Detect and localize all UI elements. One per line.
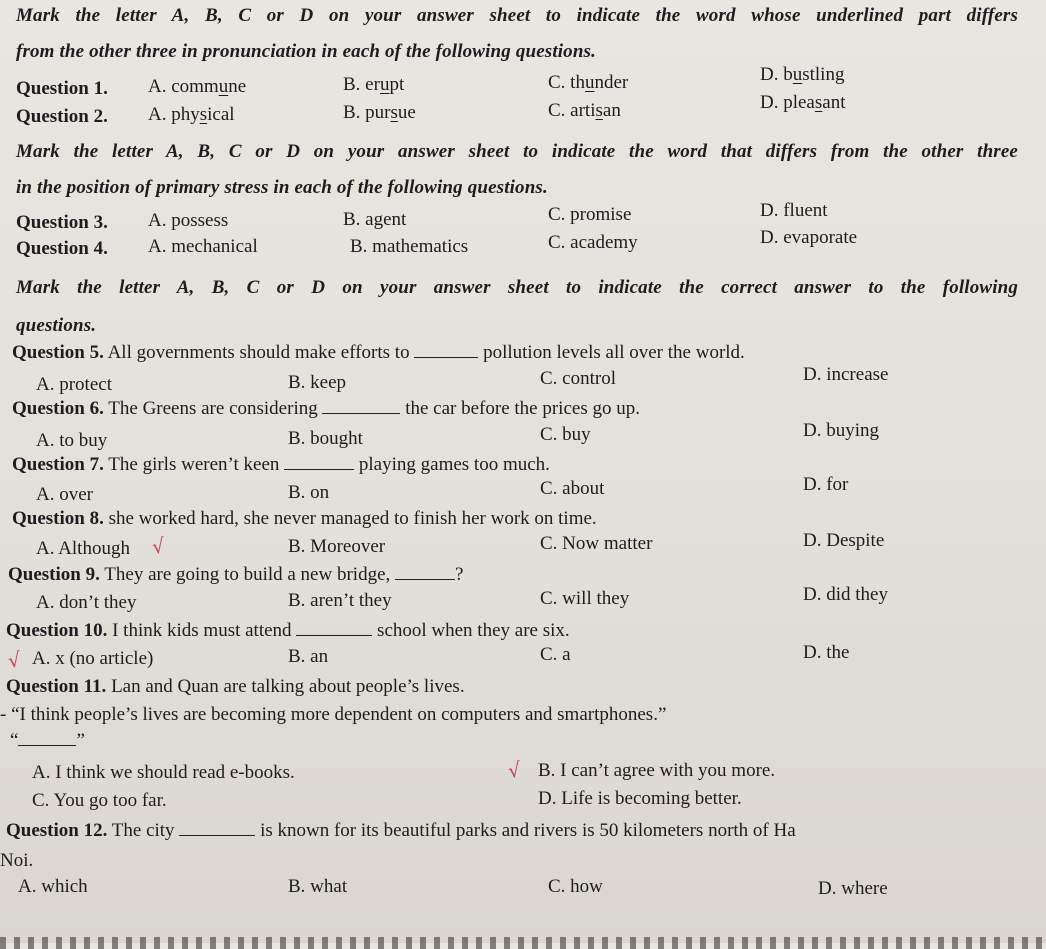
- q5-option-b[interactable]: B. keep: [288, 372, 347, 393]
- q1-option-a[interactable]: A. commune: [148, 76, 247, 97]
- q8-option-d[interactable]: D. Despite: [803, 530, 885, 551]
- q9-option-c[interactable]: C. will they: [540, 588, 630, 609]
- q8-option-c[interactable]: C. Now matter: [540, 533, 653, 554]
- answer-tick-icon: √: [506, 757, 523, 783]
- q9-option-d[interactable]: D. did they: [803, 584, 888, 605]
- q12-continuation: Noi.: [0, 850, 34, 871]
- q10-blank[interactable]: [296, 634, 372, 636]
- q6-option-d[interactable]: D. buying: [803, 420, 879, 441]
- q10-option-c[interactable]: C. a: [540, 644, 571, 665]
- q9-stem: Question 9. They are going to build a new bridge, ?: [8, 564, 464, 585]
- q6-stem: Question 6. The Greens are considering the car before the prices go up.: [12, 398, 640, 419]
- q5-option-a[interactable]: A. protect: [36, 374, 112, 395]
- q2-label: Question 2.: [16, 106, 108, 127]
- q11-reply-blank[interactable]: “ ”: [10, 730, 85, 751]
- section-3-instruction-line: Mark the letter A, B, C or D on your answer sheet to indicate the correct answer to the following: [16, 277, 1018, 298]
- q3-option-b[interactable]: B. agent: [343, 209, 407, 230]
- q5-stem: Question 5. All governments should make efforts to pollution levels all over the world.: [12, 342, 745, 363]
- q4-option-d[interactable]: D. evaporate: [760, 227, 858, 248]
- q11-option-d[interactable]: D. Life is becoming better.: [538, 788, 742, 809]
- section-2-instruction-cont: in the position of primary stress in each of the following questions.: [16, 177, 548, 198]
- q11-stem: Question 11. Lan and Quan are talking about people’s lives.: [6, 676, 465, 697]
- q2-option-b[interactable]: B. pursue: [343, 102, 416, 123]
- q3-option-d[interactable]: D. fluent: [760, 200, 828, 221]
- q6-option-c[interactable]: C. buy: [540, 424, 591, 445]
- section-1-instruction-cont: from the other three in pronunciation in each of the following questions.: [16, 41, 596, 62]
- q8-option-a[interactable]: A. Although: [36, 538, 130, 559]
- q3-option-c[interactable]: C. promise: [548, 204, 632, 225]
- q10-option-b[interactable]: B. an: [288, 646, 329, 667]
- q12-stem: Question 12. The city is known for its beautiful parks and rivers is 50 kilometers north of Ha: [6, 820, 796, 841]
- q1-option-d[interactable]: D. bustling: [760, 64, 845, 85]
- section-3-instruction-cont: questions.: [16, 315, 97, 336]
- q7-option-a[interactable]: A. over: [36, 484, 93, 505]
- q6-option-b[interactable]: B. bought: [288, 428, 363, 449]
- q5-blank[interactable]: [414, 356, 478, 358]
- q12-blank[interactable]: [179, 834, 255, 836]
- section-1-instruction-line: Mark the letter A, B, C or D on your answer sheet to indicate the word whose underlined part differs: [16, 5, 1018, 26]
- q5-option-d[interactable]: D. increase: [803, 364, 889, 385]
- q12-option-b[interactable]: B. what: [288, 876, 348, 897]
- q2-option-d[interactable]: D. pleasant: [760, 92, 846, 113]
- q1-label: Question 1.: [16, 78, 108, 99]
- answer-tick-icon: √: [150, 533, 167, 559]
- q7-option-d[interactable]: D. for: [803, 474, 849, 495]
- q5-option-c[interactable]: C. control: [540, 368, 616, 389]
- q7-blank[interactable]: [284, 468, 354, 470]
- section-2-instruction-line: Mark the letter A, B, C or D on your answer sheet to indicate the word that differs from the other three: [16, 141, 1018, 162]
- q12-option-d[interactable]: D. where: [818, 878, 888, 899]
- q11-option-a[interactable]: A. I think we should read e-books.: [32, 762, 295, 783]
- q11-quote: - “I think people’s lives are becoming more dependent on computers and smartphones.”: [0, 704, 667, 725]
- q4-label: Question 4.: [16, 238, 108, 259]
- q12-option-a[interactable]: A. which: [18, 876, 88, 897]
- q11-option-b[interactable]: B. I can’t agree with you more.: [538, 760, 776, 781]
- q9-option-b[interactable]: B. aren’t they: [288, 590, 392, 611]
- q7-option-b[interactable]: B. on: [288, 482, 330, 503]
- answer-tick-icon: √: [6, 647, 23, 673]
- q1-option-c[interactable]: C. thunder: [548, 72, 629, 93]
- q10-stem: Question 10. I think kids must attend school when they are six.: [6, 620, 570, 641]
- q10-option-d[interactable]: D. the: [803, 642, 850, 663]
- q1-option-b[interactable]: B. erupt: [343, 74, 405, 95]
- q12-option-c[interactable]: C. how: [548, 876, 603, 897]
- q7-stem: Question 7. The girls weren’t keen playing games too much.: [12, 454, 550, 475]
- q4-option-c[interactable]: C. academy: [548, 232, 638, 253]
- q3-option-a[interactable]: A. possess: [148, 210, 229, 231]
- q4-option-b[interactable]: B. mathematics: [350, 236, 469, 257]
- q8-stem: Question 8. she worked hard, she never managed to finish her work on time.: [12, 508, 597, 529]
- q9-option-a[interactable]: A. don’t they: [36, 592, 137, 613]
- q9-blank[interactable]: [395, 578, 455, 580]
- q2-option-c[interactable]: C. artisan: [548, 100, 621, 121]
- cut-off-next-line: [0, 937, 1046, 949]
- q6-option-a[interactable]: A. to buy: [36, 430, 108, 451]
- q8-option-b[interactable]: B. Moreover: [288, 536, 386, 557]
- q10-option-a[interactable]: A. x (no article): [32, 648, 154, 669]
- q2-option-a[interactable]: A. physical: [148, 104, 235, 125]
- q7-option-c[interactable]: C. about: [540, 478, 605, 499]
- q6-blank[interactable]: [322, 412, 400, 414]
- q3-label: Question 3.: [16, 212, 108, 233]
- q11-option-c[interactable]: C. You go too far.: [32, 790, 167, 811]
- q4-option-a[interactable]: A. mechanical: [148, 236, 258, 257]
